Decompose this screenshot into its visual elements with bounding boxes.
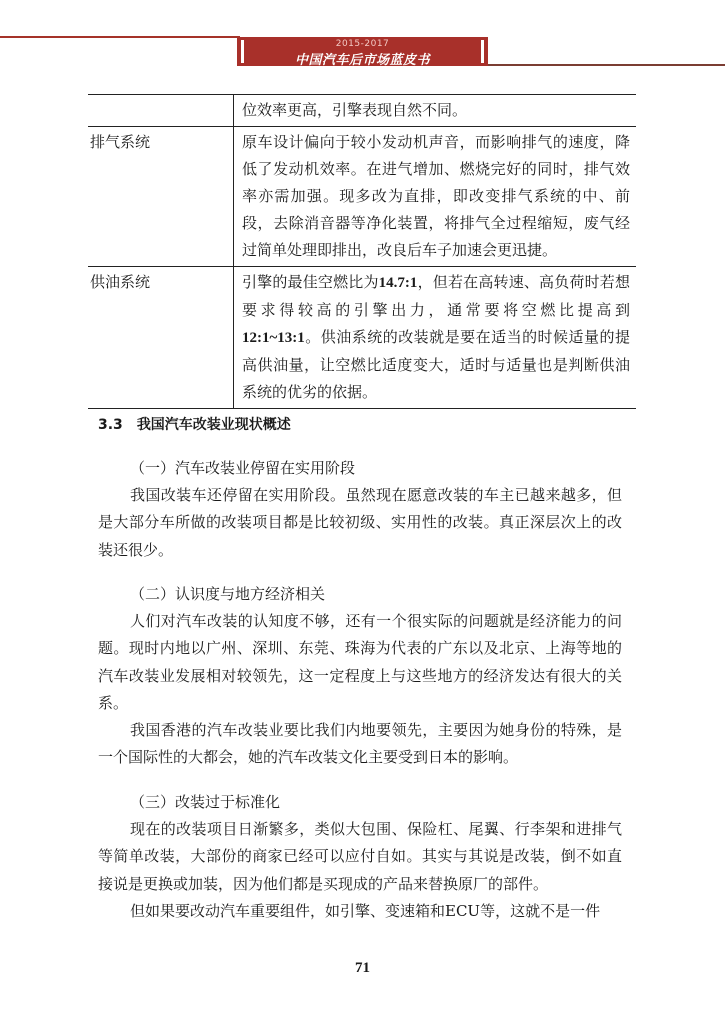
subsection-1 bbox=[98, 455, 622, 564]
paragraph: 人们对汽车改装的认知度不够，还有一个很实际的问题就是经济能力的问题。现时内地以广州、深圳、东莞、珠海为代表的广东以及北京、上海等地的汽车改装业发展相对较领先，这一定程度上与这些地方的经济发达有很大的关系。 bbox=[98, 612, 622, 712]
desc-text: 。供油系统的改装就是要在适当的时候适量的提高供油量，让空燃比适度变大，适时与适量也是判断供油系统的优劣的依据。 bbox=[242, 328, 630, 401]
ratio-value: 14.7:1 bbox=[378, 275, 418, 291]
desc-text: 引擎的最佳空燃比为 bbox=[242, 273, 379, 291]
paragraph: 我国香港的汽车改装业要比我们内地要领先，主要因为她身份的特殊，是一个国际性的大都会，她的汽车改装文化主要受到日本的影响。 bbox=[98, 721, 622, 767]
subsection-3 bbox=[98, 789, 622, 925]
section-title: 我国汽车改装业现状概述 bbox=[136, 417, 291, 433]
section-heading bbox=[98, 414, 291, 434]
header-title: 中国汽车后市场蓝皮书 bbox=[294, 53, 430, 68]
table-row bbox=[88, 95, 636, 127]
modification-table bbox=[88, 94, 636, 409]
table-row bbox=[88, 267, 636, 409]
section-number: 3.3 bbox=[98, 417, 123, 433]
desc-text: 原车设计偏向于较小发动机声音，而影响排气的速度，降低了发动机效率。在进气增加、燃烧完好的同时，排气效率亦需加强。现多改为直排，即改变排气系统的中、前段，去除消音器等净化装置，将排气全过程缩短，废气经过简单处理即排出，改良后车子加速会更迅捷。 bbox=[242, 133, 630, 259]
header-years: 2015-2017 bbox=[335, 39, 390, 49]
desc-text: 位效率更高，引擎表现自然不同。 bbox=[242, 101, 468, 119]
table-cell-desc bbox=[234, 95, 637, 127]
table-cell-desc bbox=[234, 127, 637, 267]
header-rule-right bbox=[488, 64, 725, 66]
table-cell-name bbox=[88, 95, 234, 127]
subsection-heading: （二）认识度与地方经济相关 bbox=[130, 585, 326, 603]
ratio-range: 12:1~13:1 bbox=[242, 330, 305, 346]
subsection-2 bbox=[98, 581, 622, 771]
paragraph: 我国改装车还停留在实用阶段。虽然现在愿意改装的车主已越来越多，但是大部分车所做的改装项目都是比较初级、实用性的改装。真正深层次上的改装还很少。 bbox=[98, 486, 622, 559]
table-cell-name: 供油系统 bbox=[88, 267, 234, 409]
paragraph: 但如果要改动汽车重要组件，如引擎、变速箱和ECU等，这就不是一件 bbox=[130, 901, 601, 920]
table-row bbox=[88, 127, 636, 267]
paragraph: 现在的改装项目日渐繁多，类似大包围、保险杠、尾翼、行李架和进排气等简单改装，大部份的商家已经可以应付自如。其实与其说是改装，倒不如直接说是更换或加装，因为他们都是买现成的产品来替换原厂的部件。 bbox=[98, 820, 622, 893]
subsection-heading: （三）改装过于标准化 bbox=[130, 793, 281, 811]
subsection-heading: （一）汽车改装业停留在实用阶段 bbox=[130, 459, 356, 477]
table-cell-name: 排气系统 bbox=[88, 127, 234, 267]
page-number: 71 bbox=[355, 960, 370, 976]
header-rule-left bbox=[0, 36, 240, 38]
header-banner bbox=[237, 37, 488, 66]
table-cell-desc bbox=[234, 267, 637, 409]
desc-text: ，但若在高转速、高负荷时若想要求得较高的引擎出力，通常要将空燃比提高到 bbox=[242, 273, 630, 319]
